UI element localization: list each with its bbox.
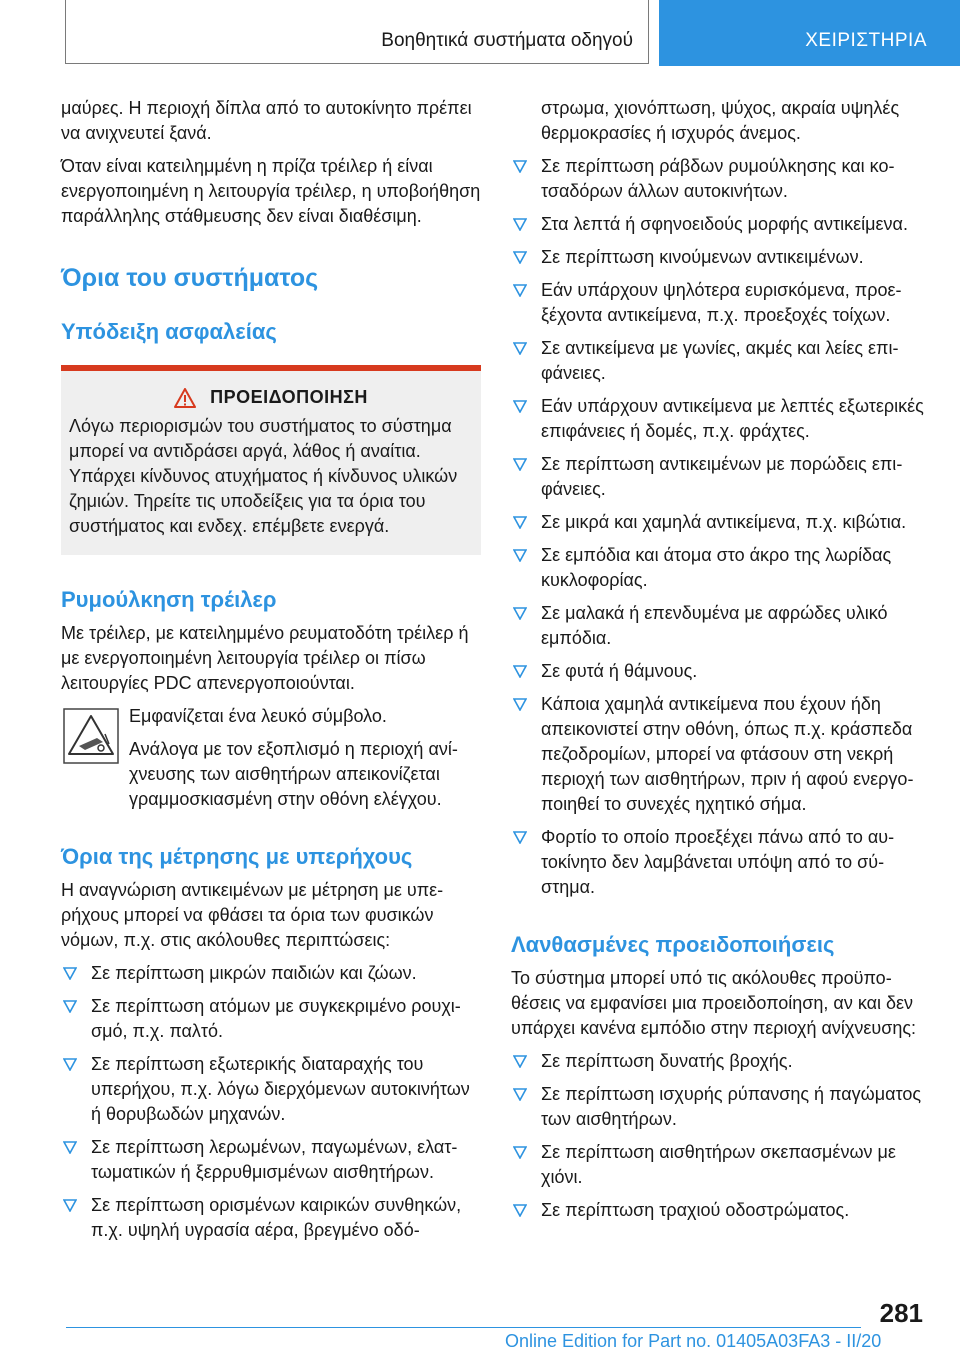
right-column <box>511 96 927 1231</box>
left-column <box>61 96 481 1251</box>
triangle-bullet-icon <box>513 284 527 297</box>
list-item: Σε περίπτωση αισθητήρων σκεπασμένων με χιόνι. <box>511 1140 927 1190</box>
list-item: Σε περίπτωση δυνατής βροχής. <box>511 1049 927 1074</box>
triangle-bullet-icon <box>513 1088 527 1101</box>
paragraph: Το σύστημα μπορεί υπό τις ακόλουθες προϋποθέσεις να εμφανίσει μια προειδοποίηση, αν και δεν υπάρχει κανένα εμπόδιο στην περιοχή ανίχνευσης: <box>511 968 917 1038</box>
list-item: Φορτίο το οποίο προεξέχει πάνω από το αυτοκίνητο δεν λαμβάνεται υπόψη από το σύστημα. <box>511 825 927 900</box>
list-item: Σε φυτά ή θάμνους. <box>511 659 927 684</box>
list-item: Σε περίπτωση ορισμένων καιρικών συνθηκών, π.χ. υψηλή υγρασία αέρα, βρεγμένο οδό- <box>61 1193 481 1243</box>
triangle-bullet-icon <box>63 1141 77 1154</box>
triangle-bullet-icon <box>513 698 527 711</box>
paragraph: Η αναγνώριση αντικειμένων με μέτρηση με υπερήχους μπορεί να φθάσει τα όρια των φυσικών νόμων, π.χ. στις ακόλουθες περιπτώσεις: <box>61 880 444 950</box>
triangle-bullet-icon <box>513 1146 527 1159</box>
list-item: Εάν υπάρχουν αντικείμενα με λεπτές εξωτερικές επιφάνειες ή δομές, π.χ. φράχτες. <box>511 394 927 444</box>
list-item: Σε περίπτωση εξωτερικής διαταραχής του υπερήχου, π.χ. λόγω διερχόμενων αυτοκινήτων ή θορυβωδών μηχανών. <box>61 1052 481 1127</box>
paragraph: Όταν είναι κατειλημμένη η πρίζα τρέιλερ ή είναι ενεργοποιημένη η λειτουργία τρέιλερ, η υποβοήθηση παράλληλης στάθμευσης δεν είναι διαθέσιμη. <box>61 156 481 226</box>
triangle-bullet-icon <box>513 607 527 620</box>
footer-edition: Online Edition for Part no. 01405A03FA3 - II/20 <box>505 1331 882 1351</box>
triangle-bullet-icon <box>63 1199 77 1212</box>
section-title: Βοηθητικά συστήματα οδηγού <box>381 30 633 51</box>
list-item: Σε περίπτωση κινούμενων αντικειμένων. <box>511 245 927 270</box>
list-item: Σε περίπτωση λερωμένων, παγωμένων, ελαττωματικών ή ξερρυθμισμένων αισθητήρων. <box>61 1135 481 1185</box>
list-item: Σε μαλακά ή επενδυμένα με αφρώδες υλικό εμπόδια. <box>511 601 927 651</box>
chapter-tab[interactable]: ΧΕΙΡΙΣΤΗΡΙΑ <box>659 0 960 66</box>
warning-text: Λόγω περιορισμών του συστήματος το σύστημα μπορεί να αντιδράσει αργά, λάθος ή αναίτια. Υπάρχει κίνδυνος ατυχήματος ή κίνδυνος υλικών ζημιών. Τηρείτε τις υποδείξεις για τα όρια του συστήματος και ενδεχ. επέμβετε ενεργά. <box>69 416 458 536</box>
list-item: Σε εμπόδια και άτομα στο άκρο της λωρίδας κυκλοφορίας. <box>511 543 927 593</box>
list-item: Στα λεπτά ή σφηνοειδούς μορφής αντικείμενα. <box>511 212 927 237</box>
section-heading-limits: Όρια του συστήματος <box>61 264 319 292</box>
triangle-bullet-icon <box>63 1058 77 1071</box>
warning-title: ΠΡΟΕΙΔΟΠΟΙΗΣΗ <box>210 387 368 407</box>
subheading-false-warnings: Λανθασμένες προειδοποιήσεις <box>511 932 835 957</box>
triangle-bullet-icon <box>63 1000 77 1013</box>
false-warnings-list <box>511 1049 927 1223</box>
triangle-bullet-icon <box>513 549 527 562</box>
triangle-bullet-icon <box>513 218 527 231</box>
triangle-bullet-icon <box>513 516 527 529</box>
warning-box <box>61 365 481 555</box>
limits-list <box>61 961 481 1243</box>
triangle-bullet-icon <box>513 458 527 471</box>
symbol-description: Ανάλογα με τον εξοπλισμό η περιοχή ανίχνευσης των αισθητήρων απεικονίζεται γραμμοσκιασμένη στην οθόνη ελέγχου. <box>129 739 458 809</box>
list-item: Σε περίπτωση αντικειμένων με πορώδεις επιφάνειες. <box>511 452 927 502</box>
subheading-safety: Υπόδειξη ασφαλείας <box>61 319 277 344</box>
list-item: Σε περίπτωση μικρών παιδιών και ζώων. <box>61 961 481 986</box>
triangle-bullet-icon <box>513 1055 527 1068</box>
triangle-bullet-icon <box>513 160 527 173</box>
triangle-bullet-icon <box>513 665 527 678</box>
triangle-bullet-icon <box>63 967 77 980</box>
list-item: Σε περίπτωση ράβδων ρυμούλκησης και κοτσαδόρων άλλων αυτοκινήτων. <box>511 154 927 204</box>
triangle-bullet-icon <box>513 400 527 413</box>
list-item: Εάν υπάρχουν ψηλότερα ευρισκόμενα, προεξέχοντα αντικείμενα, π.χ. προεξοχές τοίχων. <box>511 278 927 328</box>
triangle-bullet-icon <box>513 1204 527 1217</box>
page-number: 281 <box>879 1298 923 1328</box>
subheading-ultrasound: Όρια της μέτρησης με υπερήχους <box>61 844 413 869</box>
trailer-pdc-icon <box>63 708 119 764</box>
paragraph: μαύρες. Η περιοχή δίπλα από το αυτοκίνητο πρέπει να ανιχνευτεί ξανά. <box>61 98 472 143</box>
list-item: Σε αντικείμενα με γωνίες, ακμές και λείες επιφάνειες. <box>511 336 927 386</box>
list-item: Σε περίπτωση ατόμων με συγκεκριμένο ρουχισμό, π.χ. παλτό. <box>61 994 481 1044</box>
list-item: Κάποια χαμηλά αντικείμενα που έχουν ήδη απεικονιστεί στην οθόνη, όπως π.χ. κράσπεδα πεζοδρομίων, μπορεί να φτάσουν στη νεκρή περιοχή των αισθητήρων, πριν ή αφού ενεργοποιηθεί το συνεχές ηχητικό σήμα. <box>511 692 927 817</box>
symbol-row <box>61 704 481 812</box>
triangle-bullet-icon <box>513 342 527 355</box>
list-item-continuation: στρωμα, χιονόπτωση, ψύχος, ακραία υψηλές θερμοκρασίες ή ισχυρός άνεμος. <box>541 98 900 143</box>
list-item: Σε περίπτωση τραχιού οδοστρώματος. <box>511 1198 927 1223</box>
subheading-trailer: Ρυμούλκηση τρέιλερ <box>61 587 277 612</box>
symbol-caption: Εμφανίζεται ένα λευκό σύμβολο. <box>129 706 387 726</box>
triangle-bullet-icon <box>513 831 527 844</box>
list-item: Σε περίπτωση ισχυρής ρύπανσης ή παγώματος των αισθητήρων. <box>511 1082 927 1132</box>
footer-divider <box>66 1327 861 1328</box>
paragraph: Με τρέιλερ, με κατειλημμένο ρευματοδότη τρέιλερ ή με ενεργοποιημένη λειτουργία τρέιλερ οι πίσω λειτουργίες PDC απενεργοποιούνται. <box>61 623 469 693</box>
list-item: Σε μικρά και χαμηλά αντικείμενα, π.χ. κιβώτια. <box>511 510 927 535</box>
triangle-bullet-icon <box>513 251 527 264</box>
limits-list-continued <box>511 154 927 900</box>
warning-triangle-icon <box>174 388 196 408</box>
